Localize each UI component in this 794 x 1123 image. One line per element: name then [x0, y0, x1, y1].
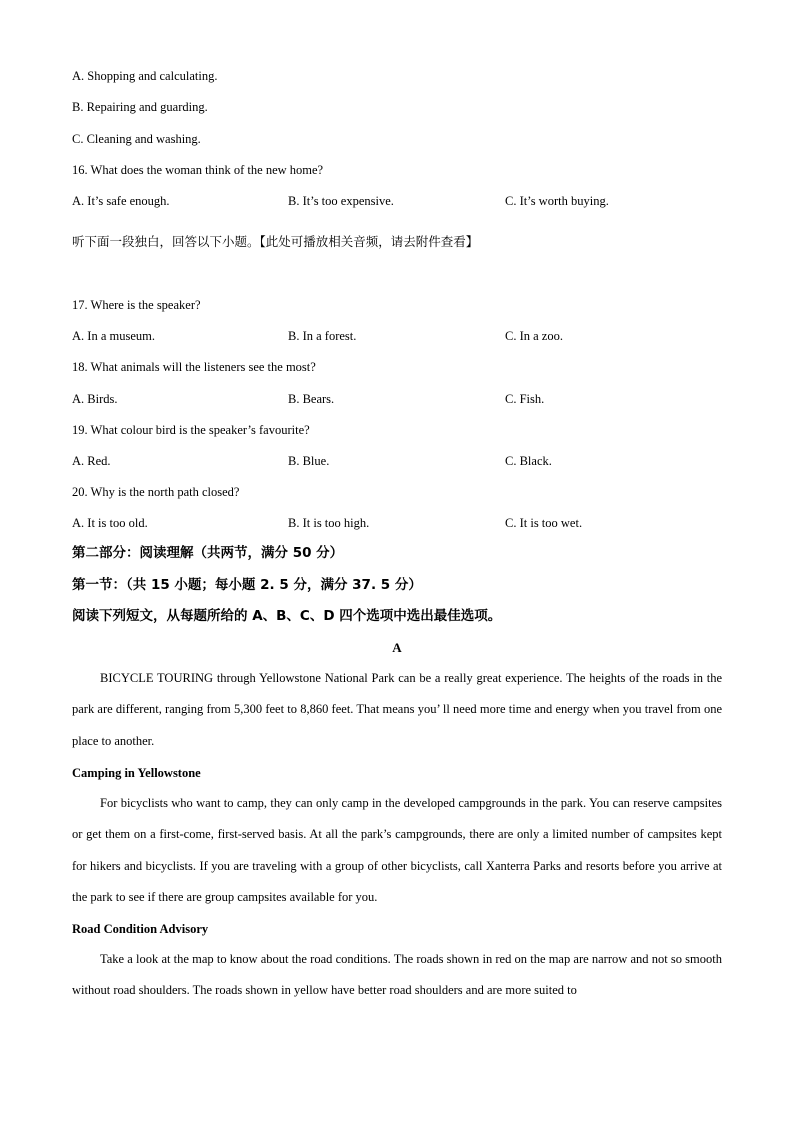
- option-c: C. Black.: [505, 454, 552, 468]
- passage-label: A: [392, 640, 402, 655]
- section1-title: 第一节：（共 15 小题；每小题 2. 5 分，满分 37. 5 分）: [72, 577, 422, 593]
- question-18: 18. What animals will the listeners see the most?: [72, 360, 316, 374]
- option-c: C. Fish.: [505, 392, 545, 406]
- option-b: B. It is too high.: [288, 516, 370, 530]
- question-19: 19. What colour bird is the speaker’s favourite?: [72, 423, 310, 437]
- paragraph-text: Take a look at the map to know about the road conditions. The roads shown in red on the map are narrow and not so smooth without road shoulders. The roads shown in yellow have better road shoulders and are more suited to: [72, 952, 722, 998]
- option-c: C. In a zoo.: [505, 329, 563, 343]
- option-a: A. Birds.: [72, 392, 118, 406]
- option-b: B. In a forest.: [288, 329, 357, 343]
- subheading: Road Condition Advisory: [72, 922, 209, 936]
- option-line: B. Repairing and guarding.: [72, 100, 208, 114]
- question-16: 16. What does the woman think of the new home?: [72, 163, 324, 177]
- option-a: A. It’s safe enough.: [72, 194, 170, 208]
- passage-paragraph: [72, 944, 722, 1007]
- monologue-instruction: 听下面一段独白，回答以下小题。【此处可播放相关音频，请去附件查看】: [72, 234, 479, 249]
- paragraph-text: For bicyclists who want to camp, they can only camp in the developed campgrounds in the park. You can reserve campsites or get them on a first-come, first-served basis. At all the park’s campgrounds, there are only a limited number of campsites kept for hikers and bicyclists. If you are traveling with a group of other bicyclists, call Xanterra Parks and resorts before you arrive at the park to see if there are group campsites available for you.: [72, 796, 722, 904]
- question-20: 20. Why is the north path closed?: [72, 485, 240, 499]
- option-a: A. It is too old.: [72, 516, 148, 530]
- option-c: C. It is too wet.: [505, 516, 583, 530]
- part2-title: 第二部分：阅读理解（共两节，满分 50 分）: [72, 545, 344, 561]
- reading-instruction: 阅读下列短文，从每题所给的 A、B、C、D 四个选项中选出最佳选项。: [72, 608, 502, 624]
- subheading: Camping in Yellowstone: [72, 766, 201, 780]
- paragraph-text: BICYCLE TOURING through Yellowstone National Park can be a really great experience. The heights of the roads in the park are different, ranging from 5,300 feet to 8,860 feet. That means you’ ll need more time and energy when you travel from one place to another.: [72, 671, 722, 748]
- option-b: B. Blue.: [288, 454, 330, 468]
- option-line: C. Cleaning and washing.: [72, 132, 201, 146]
- passage-paragraph: [72, 788, 722, 913]
- option-b: B. It’s too expensive.: [288, 194, 394, 208]
- option-c: C. It’s worth buying.: [505, 194, 609, 208]
- passage-paragraph: [72, 663, 722, 757]
- option-b: B. Bears.: [288, 392, 335, 406]
- option-line: A. Shopping and calculating.: [72, 69, 218, 83]
- option-a: A. Red.: [72, 454, 111, 468]
- option-a: A. In a museum.: [72, 329, 155, 343]
- question-17: 17. Where is the speaker?: [72, 298, 201, 312]
